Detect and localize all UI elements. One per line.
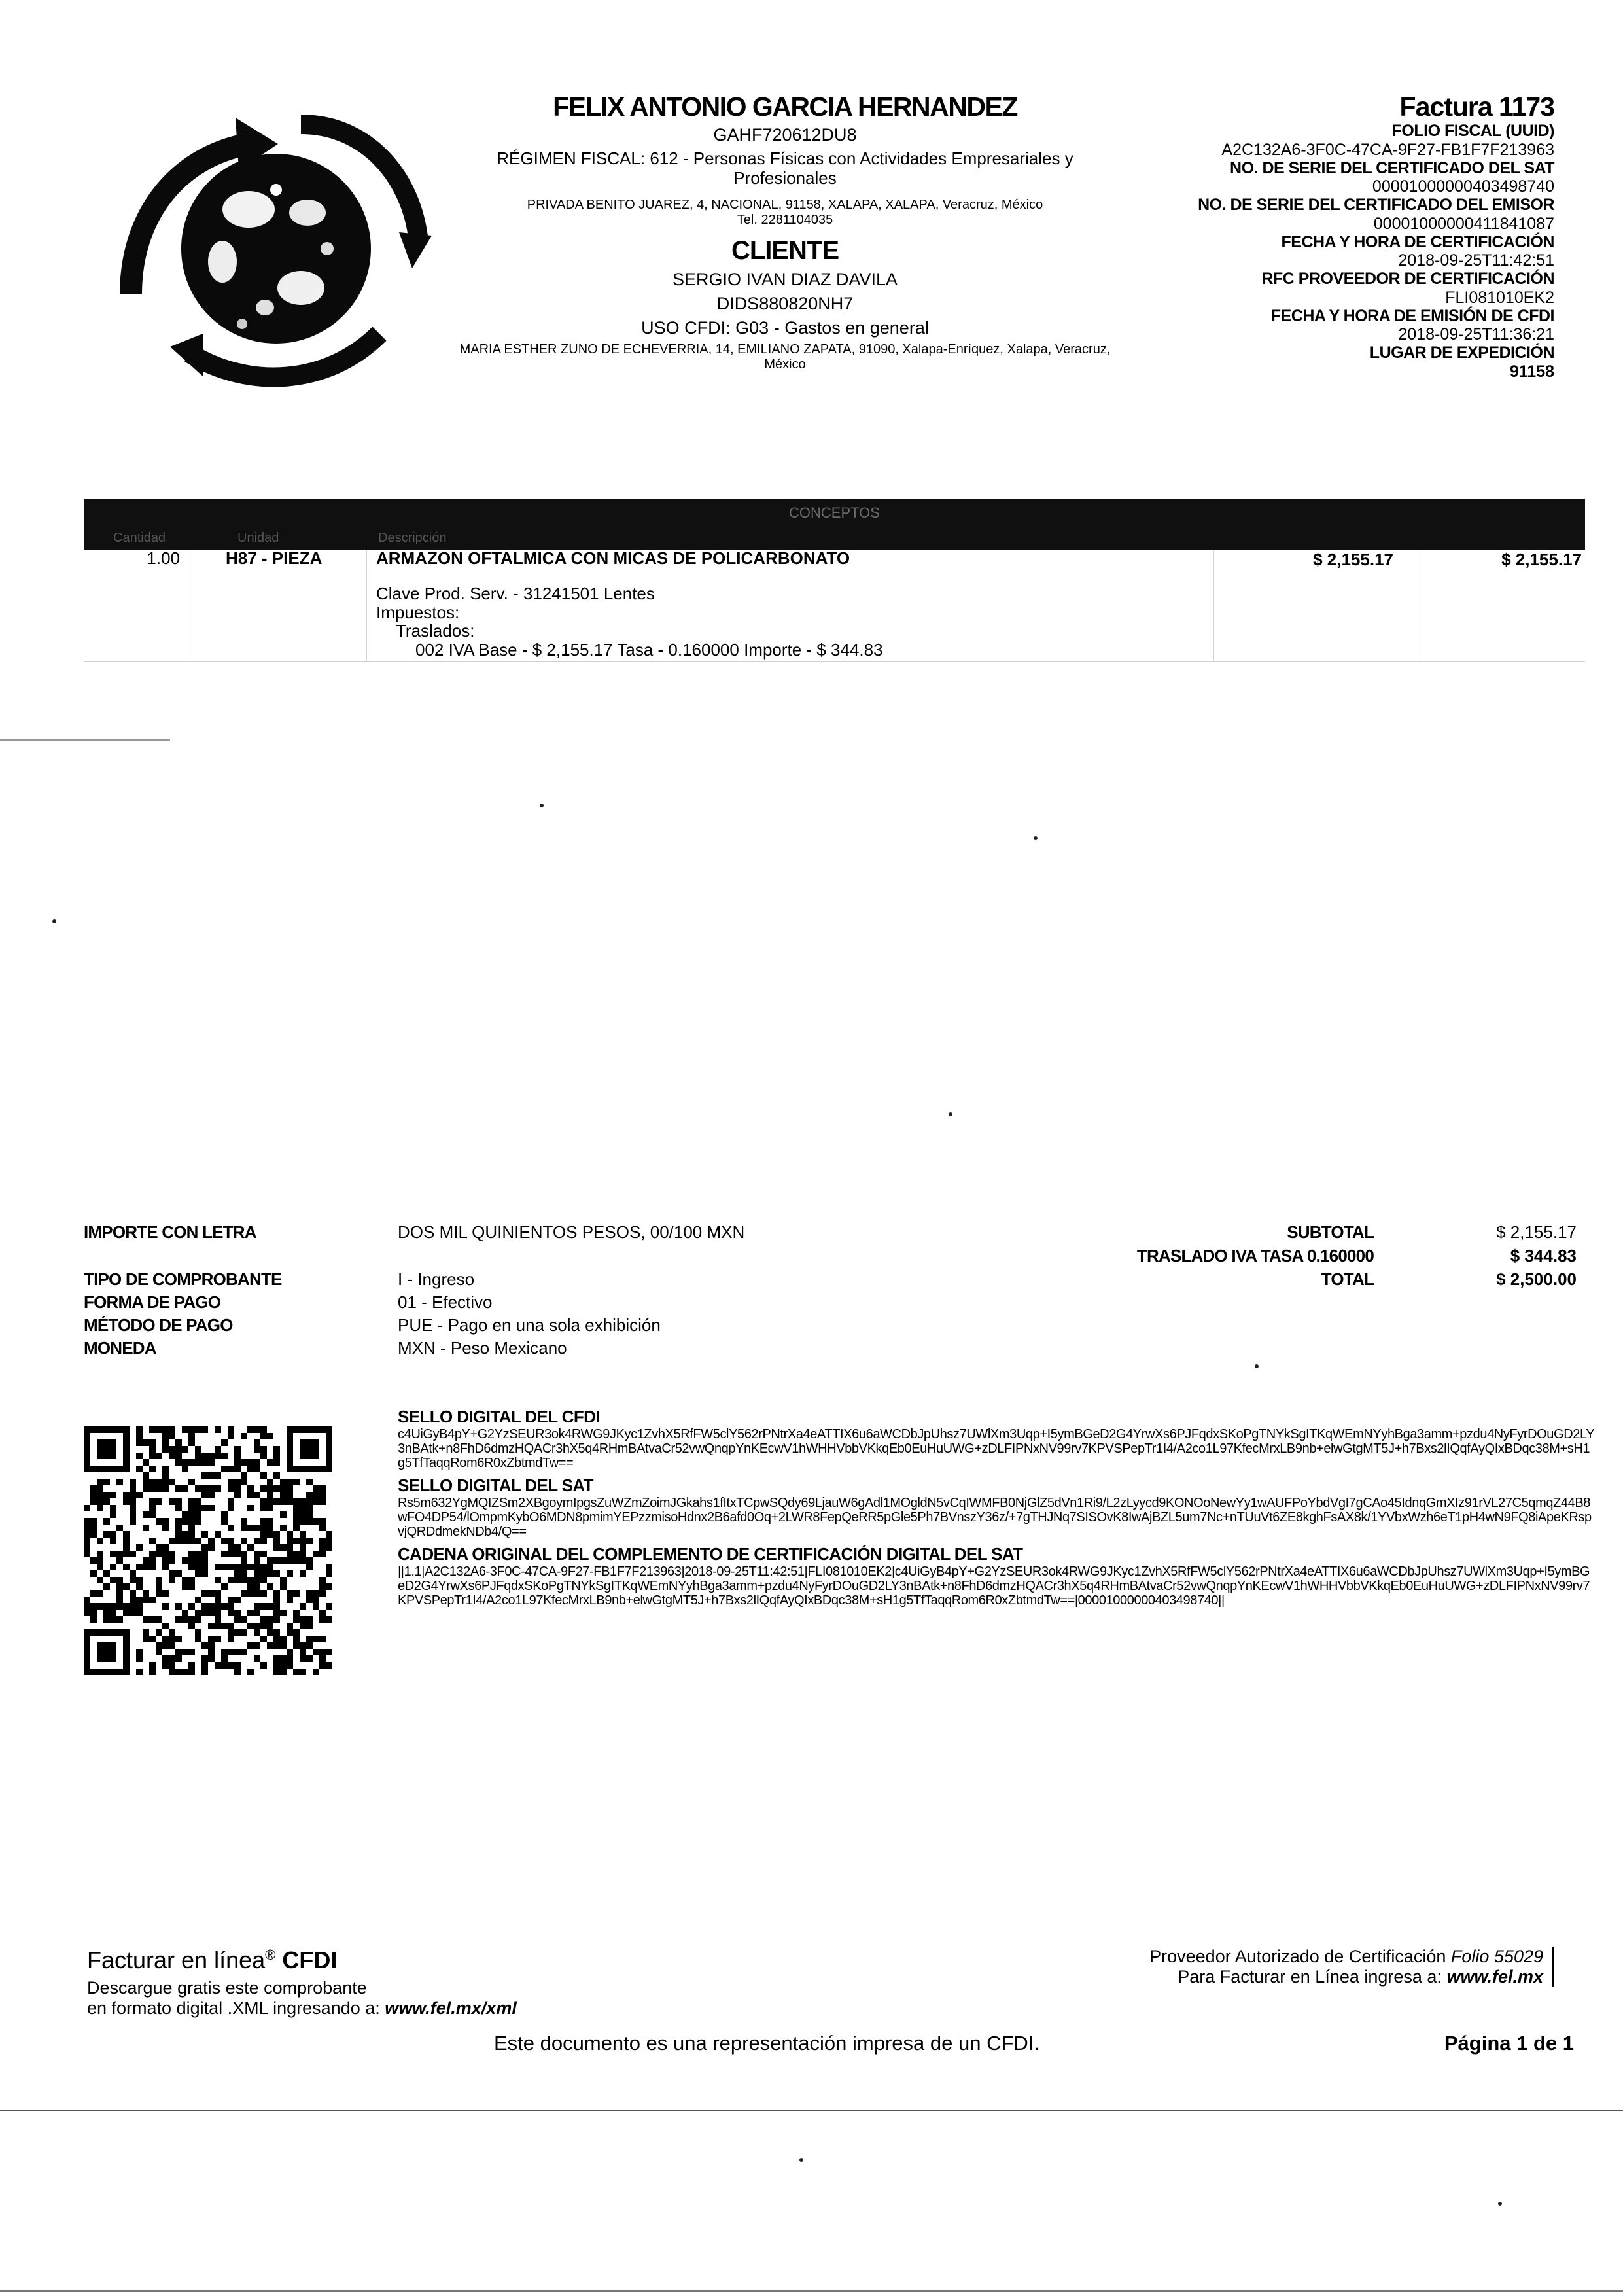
- cliente-name: SERGIO IVAN DIAZ DAVILA: [672, 269, 898, 289]
- qr-code: [84, 1426, 332, 1675]
- sellos-block: [398, 1407, 1595, 1608]
- importe-letra-value: DOS MIL QUINIENTOS PESOS, 00/100 MXN: [398, 1222, 745, 1242]
- scan-artifact: [0, 739, 170, 741]
- provider-prefix: Proveedor Autorizado de Certificación: [1149, 1947, 1451, 1966]
- tipo-comprobante-value: I - Ingreso: [398, 1269, 475, 1289]
- invoice-title: Factura 1173: [1399, 92, 1554, 122]
- serie-sat-value: 00001000000403498740: [1372, 177, 1554, 196]
- fecha-emision-label: FECHA Y HORA DE EMISIÓN DE CFDI: [1270, 306, 1554, 325]
- total-value: $ 2,500.00: [1496, 1269, 1577, 1289]
- moneda-value: MXN - Peso Mexicano: [398, 1338, 567, 1358]
- row-descripcion: ARMAZON OFTALMICA CON MICAS DE POLICARBONATO: [376, 548, 850, 568]
- issuer-block: [458, 92, 1112, 372]
- issuer-regimen: RÉGIMEN FISCAL: 612 - Personas Físicas con Actividades Empresariales y Profesionales: [497, 149, 1073, 188]
- cliente-address: MARIA ESTHER ZUNO DE ECHEVERRIA, 14, EMILIANO ZAPATA, 91090, Xalapa-Enríquez, Xalapa, Veracruz, México: [459, 342, 1111, 372]
- download-line-1: Descargue gratis este comprobante: [87, 1978, 367, 1998]
- row-precio: $ 2,155.17: [1313, 550, 1393, 569]
- footer-left: [87, 1947, 517, 2019]
- cliente-uso-cfdi: USO CFDI: G03 - Gastos en general: [641, 318, 929, 338]
- col-cantidad: Cantidad: [113, 531, 166, 545]
- folio-fiscal-label: FOLIO FISCAL (UUID): [1391, 122, 1554, 141]
- table-divider: [366, 550, 367, 661]
- col-unidad: Unidad: [237, 531, 279, 545]
- invoice-link[interactable]: www.fel.mx: [1446, 1967, 1543, 1987]
- col-descripcion: Descripción: [378, 531, 447, 545]
- metodo-pago-label: MÉTODO DE PAGO: [84, 1315, 233, 1335]
- scan-edge-line: [0, 2110, 1623, 2111]
- sello-cfdi-label: SELLO DIGITAL DEL CFDI: [398, 1407, 600, 1426]
- invoice-link-prefix: Para Facturar en Línea ingresa a:: [1178, 1967, 1447, 1987]
- row-iva: 002 IVA Base - $ 2,155.17 Tasa - 0.160000 Importe - $ 344.83: [415, 639, 883, 660]
- importe-letra-label: IMPORTE CON LETRA: [84, 1222, 256, 1242]
- rfc-proveedor-label: RFC PROVEEDOR DE CERTIFICACIÓN: [1261, 270, 1554, 289]
- provider-folio: Folio 55029: [1450, 1947, 1543, 1966]
- issuer-name: FELIX ANTONIO GARCIA HERNANDEZ: [553, 92, 1017, 122]
- sello-cfdi-value: c4UiGyB4pY+G2YzSEUR3ok4RWG9JKyc1ZvhX5RfFW5clY562rPNtrXa4eATTIX6u6aWCDbJpUhsz7UWlXm3Uqp+I5ymBGeD2G4YrwXs6PJFqdxSKoPgTNYkSgITKqWEmNYyhBga3amm+pzdu4NyFyrDOuGD2LY3nBAtk+n8FhD6dmzHQACr3hX5q4RHmBAtvaCr52vwQnqpYnKEcwV1hWHHVbbVKkqEb0EuHuUWG+zDLFIPNxNV99rv7KPVSPepTr1I4/A2co1L97KfecMrxLB9nb+elwGtgMT5J+h7Bxs2lIQqfAyQIxBDqc38M+sH1g5TfTaqqRom6R0xZbtmdTw==: [398, 1427, 1595, 1470]
- conceptos-header: [84, 527, 1585, 550]
- brand-registered: ®: [265, 1947, 276, 1963]
- fecha-emision-value: 2018-09-25T11:36:21: [1398, 325, 1554, 344]
- moneda-label: MONEDA: [84, 1338, 156, 1358]
- forma-pago-label: FORMA DE PAGO: [84, 1292, 221, 1312]
- scan-dot: [1255, 1364, 1259, 1368]
- row-importe: $ 2,155.17: [1501, 550, 1582, 569]
- row-separator: [84, 661, 1585, 662]
- iva-value: $ 344.83: [1510, 1246, 1577, 1265]
- lugar-expedicion-value: 91158: [1509, 362, 1554, 381]
- row-unidad: H87 - PIEZA: [226, 548, 323, 568]
- scan-dot: [949, 1112, 952, 1116]
- download-line-2: [87, 1998, 517, 2019]
- forma-pago-value: 01 - Efectivo: [398, 1292, 493, 1312]
- scan-dot: [1498, 2202, 1502, 2206]
- scan-dot: [799, 2158, 803, 2162]
- folio-fiscal-value: A2C132A6-3F0C-47CA-9F27-FB1F7F213963: [1221, 140, 1554, 159]
- representation-note: Este documento es una representación impresa de un CFDI.: [494, 2032, 1040, 2055]
- provider-line: [1149, 1947, 1543, 1967]
- cliente-rfc: DIDS880820NH7: [716, 294, 854, 314]
- conceptos-title: CONCEPTOS: [789, 504, 880, 521]
- sello-sat-value: Rs5m632YgMQIZSm2XBgoymIpgsZuWZmZoimJGkahs1fItxTCpwSQdy69LjauW6gAdl1MOgldN5vCqIWMFB0NjGlZ5dVn1Ri9/L2zLyycd9KONOoNewYy1wAUFPoYbdVgI7gCAo45IdnqGmXIz91rVL27C5qmqZ44B8wFO4DP54/lOmpmKybO6MDN8pmimYEPzzmisoHdnx2B6afd0Oq+2LWR8FepQeRR5pGle5Ph7BVnszY36z/+7gTHJNq7SISOvK8IwAjBZL5um7Nc+nTUuVt6ZE8kghFsAX8k/1YVbxWzh6eT1pH4wN9FQ8iApeKRspvjQRDdmekNDb4/Q==: [398, 1496, 1592, 1539]
- scan-edge-line: [0, 2290, 1623, 2292]
- subtotal-label: SUBTOTAL: [1287, 1222, 1374, 1242]
- invoice-info-block: [1018, 92, 1554, 381]
- invoice-link-line: [1149, 1967, 1543, 1987]
- scan-dot: [52, 919, 56, 923]
- scan-dot: [1034, 836, 1038, 840]
- page-number: Página 1 de 1: [1444, 2032, 1574, 2055]
- footer-right: [1149, 1947, 1554, 1987]
- fecha-certificacion-value: 2018-09-25T11:42:51: [1398, 251, 1554, 270]
- tipo-comprobante-label: TIPO DE COMPROBANTE: [84, 1269, 282, 1289]
- footer-brand: [87, 1947, 517, 1974]
- subtotal-value: $ 2,155.17: [1496, 1222, 1577, 1242]
- rfc-proveedor-value: FLI081010EK2: [1445, 288, 1554, 307]
- fecha-certificacion-label: FECHA Y HORA DE CERTIFICACIÓN: [1281, 232, 1554, 251]
- row-clave: Clave Prod. Serv. - 31241501 Lentes: [376, 584, 655, 603]
- row-impuestos: Impuestos:: [376, 602, 460, 622]
- row-details: [376, 584, 883, 659]
- cadena-original-label: CADENA ORIGINAL DEL COMPLEMENTO DE CERTIFICACIÓN DIGITAL DEL SAT: [398, 1544, 1023, 1564]
- conceptos-bar: [84, 499, 1585, 527]
- brand-cfdi: CFDI: [282, 1947, 338, 1973]
- download-prefix: en formato digital .XML ingresando a:: [87, 1998, 385, 2018]
- company-logo: [105, 98, 432, 399]
- table-divider: [1213, 550, 1214, 661]
- metodo-pago-value: PUE - Pago en una sola exhibición: [398, 1315, 661, 1335]
- serie-emisor-value: 00001000000411841087: [1373, 214, 1554, 233]
- serie-sat-label: NO. DE SERIE DEL CERTIFICADO DEL SAT: [1230, 158, 1554, 177]
- sello-sat-label: SELLO DIGITAL DEL SAT: [398, 1475, 593, 1495]
- issuer-phone: Tel. 2281104035: [737, 212, 833, 227]
- total-label: TOTAL: [1321, 1269, 1374, 1289]
- issuer-address: PRIVADA BENITO JUAREZ, 4, NACIONAL, 91158, XALAPA, XALAPA, Veracruz, México: [527, 197, 1043, 212]
- issuer-rfc: GAHF720612DU8: [713, 125, 857, 145]
- iva-label: TRASLADO IVA TASA 0.160000: [1136, 1246, 1374, 1265]
- brand-prefix: Facturar en línea: [87, 1947, 266, 1973]
- row-traslados: Traslados:: [396, 621, 475, 641]
- download-link[interactable]: www.fel.mx/xml: [385, 1998, 517, 2018]
- cliente-title: CLIENTE: [731, 236, 839, 265]
- row-cantidad: 1.00: [147, 548, 180, 568]
- cadena-original-value: ||1.1|A2C132A6-3F0C-47CA-9F27-FB1F7F213963|2018-09-25T11:42:51|FLI081010EK2|c4UiGyB4pY+G2YzSEUR3ok4RWG9JKyc1ZvhX5RfFW5clY562rPNtrXa4eATTIX6u6aWCDbJpUhsz7UWlXm3Uqp+I5ymBGeD2G4YrwXs6PJFqdxSKoPgTNYkSgITKqWEmNYyhBga3amm+pzdu4NyFyrDOuGD2LY3nBAtk+n8FhD6dmzHQACr3hX5q4RHmBAtvaCr52vwQnqpYnKEcwV1hWHHVbbVKkqEb0EuHuUWG+zDLFIPNxNV99rv7KPVSPepTr1I4/A2co1L97KfecMrxLB9nb+elwGtgMT5J+h7Bxs2lIQqfAyQIxBDqc38M+sH1g5TfTaqqRom6R0xZbtmdTw==|00001000000403498740||: [398, 1564, 1590, 1608]
- serie-emisor-label: NO. DE SERIE DEL CERTIFICADO DEL EMISOR: [1198, 196, 1554, 215]
- lugar-expedicion-label: LUGAR DE EXPEDICIÓN: [1369, 344, 1554, 362]
- scan-dot: [540, 804, 544, 807]
